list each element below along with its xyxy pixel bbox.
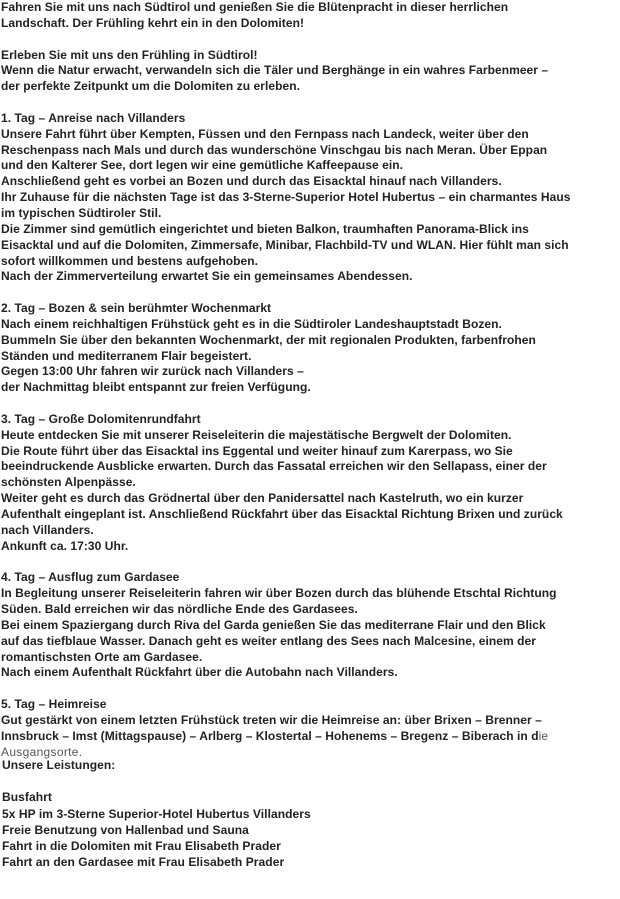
text-line: Reschenpass nach Mals und durch das wunderschöne Vinschgau bis nach Meran. Über Eppan bbox=[1, 142, 548, 157]
text-line: Die Route führt über das Eisacktal ins Eggental und weiter hinauf zum Karerpass, wo Sie bbox=[1, 443, 513, 458]
paragraph-spacer bbox=[0, 681, 620, 697]
text-line: nach Villanders. bbox=[1, 522, 94, 537]
text-line: Nach der Zimmerverteilung erwartet Sie ein gemeinsames Abendessen. bbox=[1, 269, 413, 284]
text-line-light-part: ie bbox=[538, 728, 549, 743]
day-title: 5. Tag – Heimreise bbox=[1, 697, 107, 712]
paragraph-spacer bbox=[1, 773, 619, 789]
text-line-bold-part: Innsbruck – Imst (Mittagspause) – Arlberg – Klostertal – Hohenems – Bregenz – Biberach in d bbox=[1, 728, 539, 743]
text-line: Gegen 13:00 Uhr fahren wir zurück nach Villanders – bbox=[1, 364, 304, 379]
day-title: 3. Tag – Große Dolomitenrundfahrt bbox=[1, 411, 201, 426]
day-section-1 bbox=[0, 111, 620, 285]
day-section-3 bbox=[0, 412, 620, 555]
text-line: und den Kalterer See, dort legen wir eine gemütliche Kaffeepause ein. bbox=[1, 158, 404, 173]
text-line: Gut gestärkt von einem letzten Frühstück treten wir die Heimreise an: über Brixen – Brenner – bbox=[1, 712, 542, 727]
services-list bbox=[1, 789, 619, 870]
text-line: Ihr Zuhause für die nächsten Tage ist das 3-Sterne-Superior Hotel Hubertus – ein charmantes Haus bbox=[1, 190, 571, 205]
text-line: Nach einem reichhaltigen Frühstück geht es in die Südtiroler Landeshauptstadt Bozen. bbox=[1, 316, 502, 331]
day-section-4 bbox=[0, 570, 620, 681]
text-line: Ankunft ca. 17:30 Uhr. bbox=[1, 538, 129, 553]
service-item: Busfahrt bbox=[2, 790, 52, 805]
text-line: Heute entdecken Sie mit unserer Reiseleiterin die majestätische Bergwelt der Dolomiten. bbox=[1, 427, 512, 442]
day-title: 2. Tag – Bozen & sein berühmter Wochenmarkt bbox=[1, 301, 272, 316]
paragraph-spacer bbox=[0, 32, 620, 48]
text-line: Nach einem Aufenthalt Rückfahrt über die Autobahn nach Villanders. bbox=[1, 665, 398, 680]
text-line: Süden. Bald erreichen wir das nördliche Ende des Gardasees. bbox=[1, 602, 358, 617]
service-item: Fahrt an den Gardasee mit Frau Elisabeth Prader bbox=[2, 855, 285, 870]
text-line: schönsten Alpenpässe. bbox=[1, 475, 136, 490]
text-line: In Begleitung unserer Reiseleiterin fahren wir über Bozen durch das blühende Etschtal Richtung bbox=[1, 586, 557, 601]
day-section-5 bbox=[0, 697, 620, 760]
text-line: Weiter geht es durch das Grödnertal über den Panidersattel nach Kastelruth, wo ein kurzer bbox=[1, 491, 524, 506]
text-line: der perfekte Zeitpunkt um die Dolomiten zu erleben. bbox=[1, 79, 300, 94]
lead-headline: Erleben Sie mit uns den Frühling in Südtirol! bbox=[1, 47, 258, 62]
intro-paragraph bbox=[0, 0, 620, 32]
text-line: im typischen Südtiroler Stil. bbox=[1, 205, 162, 220]
paragraph-spacer bbox=[0, 396, 620, 412]
services-heading: Unsere Leistungen: bbox=[2, 758, 116, 772]
text-line: romantischsten Orte am Gardasee. bbox=[1, 649, 203, 664]
text-line-light: Ausgangsorte. bbox=[1, 744, 83, 759]
text-line: Bei einem Spaziergang durch Riva del Garda genießen Sie das mediterrane Flair und den Blick bbox=[1, 617, 546, 632]
service-item: Freie Benutzung von Hallenbad und Sauna bbox=[2, 822, 249, 837]
service-item: Fahrt in die Dolomiten mit Frau Elisabeth Prader bbox=[2, 838, 281, 853]
text-line: Wenn die Natur erwacht, verwandeln sich die Täler und Berghänge in ein wahres Farbenmeer – bbox=[1, 63, 549, 78]
services-section bbox=[1, 757, 619, 870]
paragraph-spacer bbox=[0, 95, 620, 111]
day-title: 4. Tag – Ausflug zum Gardasee bbox=[1, 570, 180, 585]
paragraph-spacer bbox=[0, 285, 620, 301]
text-line bbox=[0, 729, 620, 745]
text-line: auf das tiefblaue Wasser. Danach geht es weiter entlang des Sees nach Malcesine, einem der bbox=[1, 633, 536, 648]
text-line: Bummeln Sie über den bekannten Wochenmarkt, der mit regionalen Produkten, farbenfrohen bbox=[1, 332, 536, 347]
text-line: Anschließend geht es vorbei an Bozen und durch das Eisacktal hinauf nach Villanders. bbox=[1, 174, 502, 189]
text-line: Aufenthalt eingeplant ist. Anschließend Rückfahrt über das Eisacktal Richtung Brixen und zurück bbox=[1, 507, 563, 521]
day-title: 1. Tag – Anreise nach Villanders bbox=[1, 110, 186, 125]
day-section-2 bbox=[0, 301, 620, 396]
text-line: Die Zimmer sind gemütlich eingerichtet und bieten Balkon, traumhaften Panorama-Blick ins bbox=[1, 221, 529, 236]
text-line: beeindruckende Ausblicke erwarten. Durch das Fassatal erreichen wir den Sellapass, einer der bbox=[1, 459, 547, 474]
text-line: sofort willkommen und bestens aufgehoben. bbox=[1, 253, 259, 268]
paragraph-spacer bbox=[0, 555, 620, 571]
lead-paragraph bbox=[0, 48, 620, 96]
text-line: Landschaft. Der Frühling kehrt ein in den Dolomiten! bbox=[1, 15, 305, 30]
text-line: der Nachmittag bleibt entspannt zur freien Verfügung. bbox=[1, 380, 311, 395]
text-line: Eisacktal und auf die Dolomiten, Zimmersafe, Minibar, Flachbild-TV und WLAN. Hier fühlt man sich bbox=[1, 237, 569, 252]
text-line: Fahren Sie mit uns nach Südtirol und genießen Sie die Blütenpracht in dieser herrlichen bbox=[1, 0, 509, 14]
service-item: 5x HP im 3-Sterne Superior-Hotel Hubertus Villanders bbox=[2, 806, 311, 821]
text-line: Ständen und mediterranem Flair begeistert. bbox=[1, 348, 252, 363]
text-line: Unsere Fahrt führt über Kempten, Füssen und den Fernpass nach Landeck, weiter über den bbox=[1, 126, 529, 141]
